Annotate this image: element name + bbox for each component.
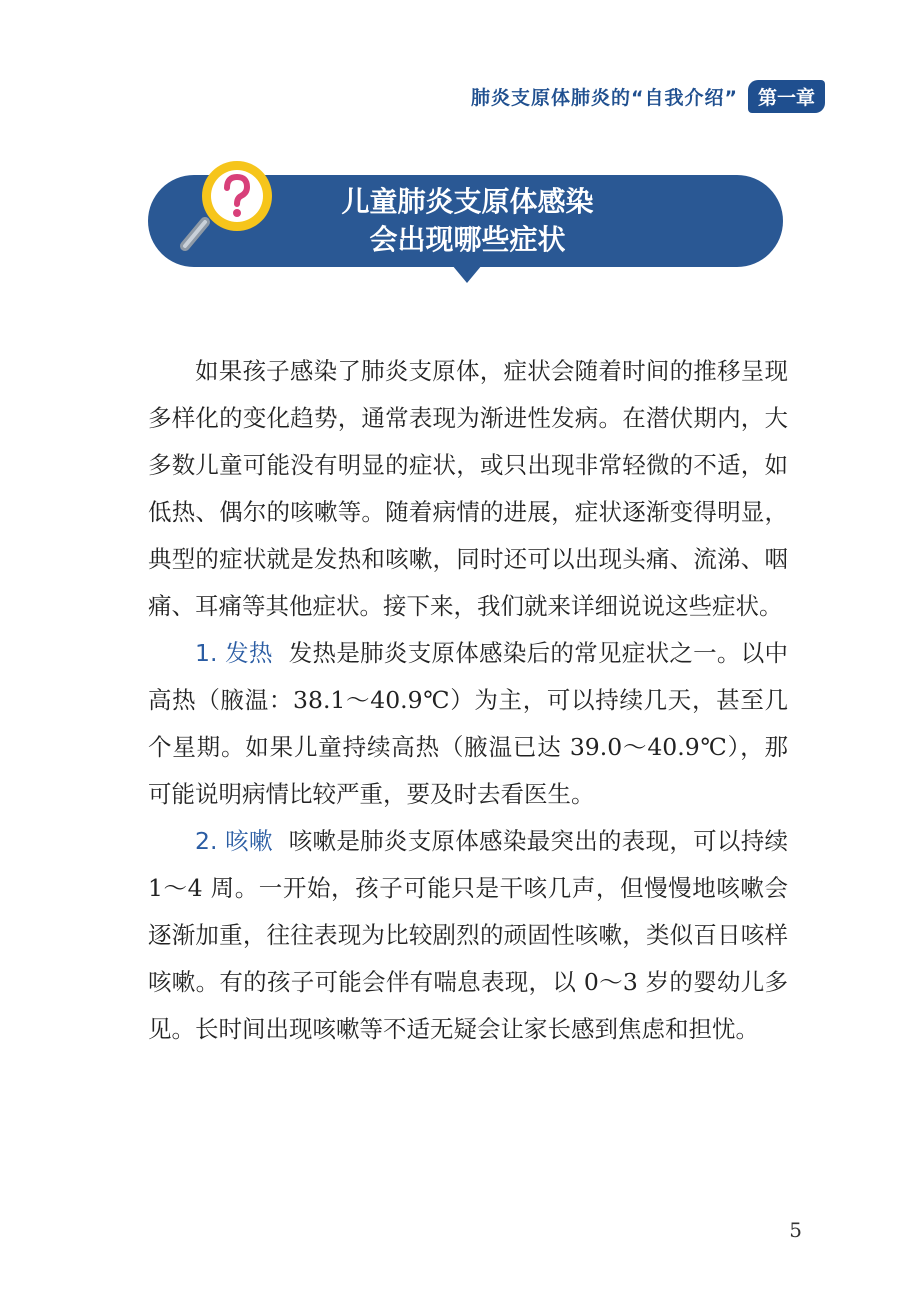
fever-text: 发热是肺炎支原体感染后的常见症状之一。以中高热（腋温：38.1～40.9℃）为主，可以持续几天，甚至几个星期。如果儿童持续高热（腋温已达 39.0～40.9℃），那可能说明病情比较严重，要及时去看医生。 bbox=[148, 639, 788, 808]
cough-text: 咳嗽是肺炎支原体感染最突出的表现，可以持续 1～4 周。一开始，孩子可能只是干咳几声，但慢慢地咳嗽会逐渐加重，往往表现为比较剧烈的顽固性咳嗽，类似百日咳样咳嗽。有的孩子可能会伴有喘息表现，以 0～3 岁的婴幼儿多见。长时间出现咳嗽等不适无疑会让家长感到焦虑和担忧。 bbox=[148, 827, 788, 1043]
body-text bbox=[148, 348, 788, 1053]
section-title-line2: 会出现哪些症状 bbox=[369, 223, 566, 256]
cough-paragraph bbox=[148, 818, 788, 1053]
question-magnifier-icon bbox=[175, 160, 285, 260]
section-title bbox=[300, 183, 635, 259]
banner-pointer bbox=[452, 265, 482, 283]
fever-label: 1. 发热 bbox=[195, 639, 273, 667]
intro-paragraph: 如果孩子感染了肺炎支原体，症状会随着时间的推移呈现多样化的变化趋势，通常表现为渐进性发病。在潜伏期内，大多数儿童可能没有明显的症状，或只出现非常轻微的不适，如低热、偶尔的咳嗽等。随着病情的进展，症状逐渐变得明显，典型的症状就是发热和咳嗽，同时还可以出现头痛、流涕、咽痛、耳痛等其他症状。接下来，我们就来详细说说这些症状。 bbox=[148, 357, 788, 620]
page-number: 5 bbox=[789, 1218, 802, 1242]
section-title-line1: 儿童肺炎支原体感染 bbox=[341, 185, 594, 218]
chapter-badge: 第一章 bbox=[748, 80, 825, 113]
running-header bbox=[471, 80, 825, 112]
cough-label: 2. 咳嗽 bbox=[195, 827, 273, 855]
fever-paragraph bbox=[148, 630, 788, 818]
running-title: 肺炎支原体肺炎的“自我介绍” bbox=[471, 86, 738, 109]
